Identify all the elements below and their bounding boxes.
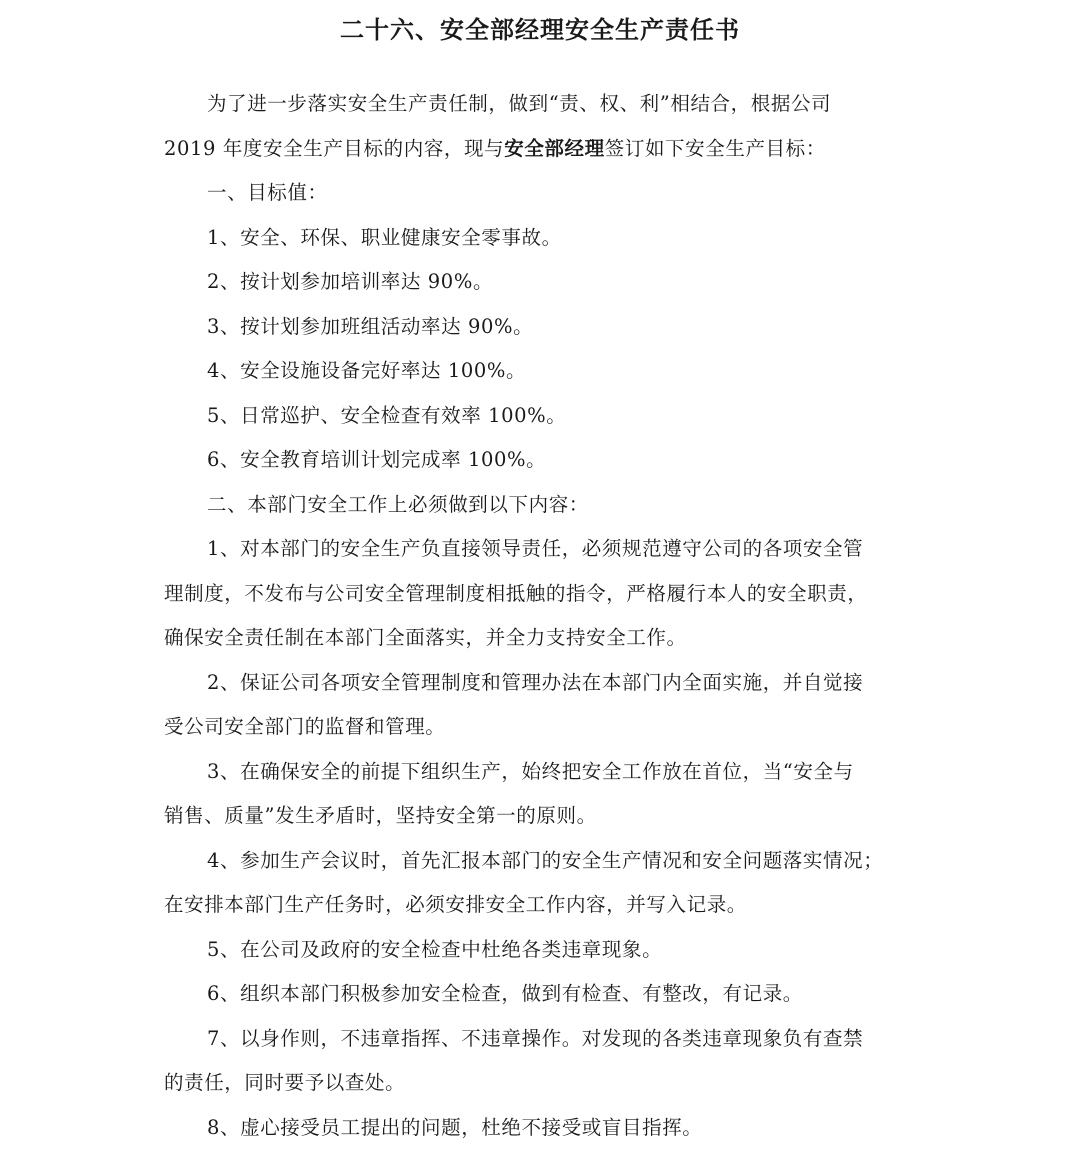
target-item: 6、安全教育培训计划完成率 100%。	[164, 438, 916, 483]
document-title: 二十六、安全部经理安全生产责任书	[0, 10, 1080, 50]
section-2-heading: 二、本部门安全工作上必须做到以下内容：	[164, 483, 916, 528]
target-item: 4、安全设施设备完好率达 100%。	[164, 349, 916, 394]
target-item: 3、按计划参加班组活动率达 90%。	[164, 305, 916, 350]
duty-item-4-line: 在安排本部门生产任务时，必须安排安全工作内容，并写入记录。	[164, 883, 916, 928]
document-body	[164, 82, 916, 1150]
duty-item-1-line: 1、对本部门的安全生产负直接领导责任，必须规范遵守公司的各项安全管	[164, 527, 916, 572]
duty-item-3-line: 销售、质量”发生矛盾时，坚持安全第一的原则。	[164, 794, 916, 839]
duty-item-8: 8、虚心接受员工提出的问题，杜绝不接受或盲目指挥。	[164, 1106, 916, 1150]
target-item: 2、按计划参加培训率达 90%。	[164, 260, 916, 305]
duty-item-1-line: 理制度，不发布与公司安全管理制度相抵触的指令，严格履行本人的安全职责，	[164, 572, 916, 617]
duty-item-2-line: 2、保证公司各项安全管理制度和管理办法在本部门内全面实施，并自觉接	[164, 661, 916, 706]
duty-item-5: 5、在公司及政府的安全检查中杜绝各类违章现象。	[164, 928, 916, 973]
duty-item-7-line: 的责任，同时要予以查处。	[164, 1061, 916, 1106]
duty-item-7-line: 7、以身作则，不违章指挥、不违章操作。对发现的各类违章现象负有查禁	[164, 1017, 916, 1062]
duty-item-3-line: 3、在确保安全的前提下组织生产，始终把安全工作放在首位，当“安全与	[164, 750, 916, 795]
section-1-heading: 一、目标值：	[164, 171, 916, 216]
intro-highlight-position: 安全部经理	[504, 137, 605, 160]
intro-line-1: 为了进一步落实安全生产责任制，做到“责、权、利”相结合，根据公司	[164, 82, 916, 127]
duty-item-4-line: 4、参加生产会议时，首先汇报本部门的安全生产情况和安全问题落实情况；	[164, 839, 916, 884]
duty-item-1-line: 确保安全责任制在本部门全面落实，并全力支持安全工作。	[164, 616, 916, 661]
target-item: 1、安全、环保、职业健康安全零事故。	[164, 216, 916, 261]
target-item: 5、日常巡护、安全检查有效率 100%。	[164, 394, 916, 439]
intro-line-2	[164, 127, 916, 172]
intro-line-2-text: 2019 年度安全生产目标的内容，现与	[164, 137, 504, 160]
intro-line-2-tail: 签订如下安全生产目标：	[605, 137, 826, 160]
duty-item-2-line: 受公司安全部门的监督和管理。	[164, 705, 916, 750]
duty-item-6: 6、组织本部门积极参加安全检查，做到有检查、有整改，有记录。	[164, 972, 916, 1017]
